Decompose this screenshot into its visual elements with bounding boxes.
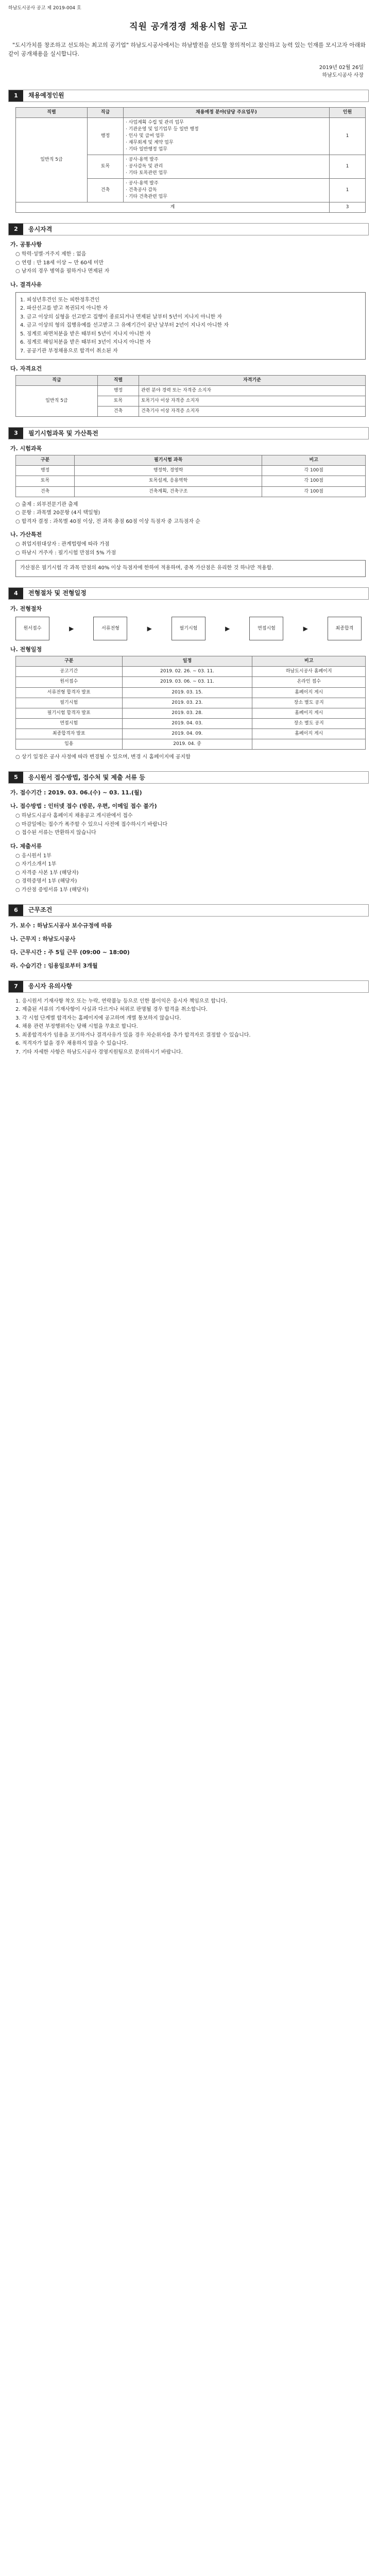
table-cell: 임용 (16, 739, 123, 749)
table-cell: 2019. 04. 중 (122, 739, 252, 749)
list-item: 7. 기타 자세한 사항은 하남도시공사 경영지원팀으로 문의하시기 바랍니다. (15, 1049, 183, 1055)
table-cell (252, 739, 366, 749)
arrow-right-icon: ▶ (225, 624, 230, 632)
table-cell: 서류전형 합격자 발표 (16, 687, 123, 698)
subsection-title: 가. 전형절차 (10, 605, 42, 612)
table-cell: 각 100점 (262, 466, 366, 476)
subsection-title: 가. 공통사항 (10, 241, 42, 248)
col-header: 비고 (262, 455, 366, 466)
list-item: 4. 금고 이상의 형의 집행유예를 선고받고 그 유예기간이 끝난 날부터 2년이 지나지 아니한 자 (20, 323, 229, 329)
table-row (16, 117, 366, 155)
section-title: 전형절차 및 전형일정 (28, 589, 87, 597)
table-row (16, 728, 366, 739)
table-cell: 온라인 접수 (252, 677, 366, 687)
table-cell: 2019. 04. 03. (122, 718, 252, 728)
section-header-recruit (8, 90, 369, 102)
list-item: ○ 학력·성별·거주지 제한 : 없음 (15, 251, 87, 258)
section-number: 4 (9, 588, 23, 599)
disqualification-box (15, 292, 366, 360)
section-title: 응시자격 (28, 225, 53, 233)
table-cell: · 사업계획 수립 및 관리 업무 · 기관운영 및 일기업무 등 일반 행정 · 인사 및 급여 업무 · 재무회계 및 계약 업무 · 기타 일반행정 업무 (123, 117, 329, 155)
col-header: 자격기준 (139, 376, 365, 386)
subsection-title: 다. 자격요건 (10, 365, 42, 372)
col-header: 직렬 (16, 107, 88, 117)
col-header: 일정 (122, 656, 252, 667)
arrow-right-icon: ▶ (69, 624, 74, 632)
flow-step: 원서접수 (15, 617, 49, 640)
table-cell: 공고기간 (16, 667, 123, 677)
list-item: 1. 응시원서 기재사항 착오 또는 누락, 연락불능 등으로 인한 불이익은 응시자 책임으로 합니다. (15, 998, 228, 1004)
subsection-title: 가. 접수기간 : 2019. 03. 06.(수) ~ 03. 11.(월) (10, 789, 142, 796)
table-row (16, 687, 366, 698)
flow-step: 면접시험 (249, 617, 283, 640)
exam-table (15, 455, 366, 497)
table-cell: 건축 (87, 179, 123, 202)
table-cell: 2019. 03. 28. (122, 708, 252, 718)
arrow-right-icon: ▶ (303, 624, 308, 632)
bonus-note: 가산점은 필기시험 각 과목 만점의 40% 이상 득점자에 한하여 적용하며, 중복 가산점은 유리한 것 하나만 적용함. (20, 565, 273, 571)
table-cell: 행정 (16, 466, 75, 476)
subsection-title: 나. 가산특전 (10, 531, 42, 538)
col-header: 구분 (16, 656, 123, 667)
section-header-qualification (8, 223, 369, 235)
col-header: 직렬 (97, 376, 139, 386)
list-item: ○ 남자의 경우 병역을 필하거나 면제된 자 (15, 268, 110, 275)
list-item: ○ 접수된 서류는 반환하지 않습니다 (15, 830, 96, 836)
table-cell: 토목 (16, 476, 75, 486)
section-header-schedule (8, 587, 369, 600)
list-item: ○ 상기 일정은 공사 사정에 따라 변경될 수 있으며, 변경 시 홈페이지에 공지함 (15, 754, 191, 760)
col-header: 필기시험 과목 (75, 455, 262, 466)
table-cell: 2019. 04. 09. (122, 728, 252, 739)
table-row-total (16, 202, 366, 213)
section-number: 6 (9, 905, 23, 916)
section-number: 7 (9, 981, 23, 992)
flow-step: 서류전형 (93, 617, 127, 640)
table-cell: 1 (329, 117, 365, 155)
section-title: 필기시험과목 및 가산특전 (28, 429, 98, 437)
list-item: 3. 각 시험 단계별 합격자는 홈페이지에 공고하며 개별 통보하지 않습니다. (15, 1015, 181, 1021)
table-cell: 장소 별도 공지 (252, 718, 366, 728)
schedule-table (15, 656, 366, 749)
table-cell: 토목기사 이상 자격증 소지자 (139, 396, 365, 406)
list-item: ○ 자격증 사본 1부 (해당자) (15, 870, 79, 876)
list-item: 2. 파산선고를 받고 복권되지 아니한 자 (20, 306, 108, 312)
table-cell: 필기시험 (16, 698, 123, 708)
table-cell: 일반직 5급 (16, 117, 88, 202)
table-cell: 하남도시공사 홈페이지 (252, 667, 366, 677)
issue-date: 2019년 02월 26일 (319, 64, 364, 71)
section-header-notice (8, 980, 369, 993)
section-header-work (8, 904, 369, 917)
list-item: ○ 마감일에는 접수가 폭주할 수 있으니 사전에 접수하시기 바랍니다 (15, 821, 167, 827)
requirement-table (15, 375, 366, 417)
exam-table-wrap (15, 455, 366, 497)
table-row (16, 466, 366, 476)
issuer-block (8, 64, 364, 79)
table-cell: 계 (16, 202, 330, 213)
col-header: 채용예정 분야(담당 주요업무) (123, 107, 329, 117)
table-cell: 행정 (87, 117, 123, 155)
col-header: 인원 (329, 107, 365, 117)
list-item: ○ 경력증명서 1부 (해당자) (15, 878, 77, 885)
table-cell: 홈페이지 게시 (252, 728, 366, 739)
list-item: 5. 징계로 파면처분을 받은 때부터 5년이 지나지 아니한 자 (20, 331, 151, 337)
table-row (16, 677, 366, 687)
list-item: 나. 근무지 : 하남도시공사 (10, 936, 76, 943)
recruit-table-wrap (15, 107, 366, 213)
table-cell: 건축계획, 건축구조 (75, 486, 262, 497)
table-cell: 행정 (97, 386, 139, 396)
list-item: 다. 근무시간 : 주 5일 근무 (09:00 ~ 18:00) (10, 948, 130, 956)
list-item: ○ 하남시 거주자 : 필기시험 만점의 5% 가점 (15, 550, 116, 556)
arrow-right-icon: ▶ (147, 624, 152, 632)
list-item: ○ 응시원서 1부 (15, 853, 52, 859)
table-cell: 홈페이지 게시 (252, 687, 366, 698)
announcement-page (8, 0, 369, 1073)
table-cell: 관련 분야 경력 또는 자격증 소지자 (139, 386, 365, 396)
list-item: ○ 취업지원대상자 : 관계법령에 따라 가점 (15, 541, 110, 547)
table-row (16, 698, 366, 708)
recruit-table (15, 107, 366, 213)
table-cell: 건축 (16, 486, 75, 497)
flow-step: 최종합격 (328, 617, 362, 640)
table-cell: 각 100점 (262, 486, 366, 497)
list-item: 6. 징계로 해임처분을 받은 때부터 3년이 지나지 아니한 자 (20, 340, 151, 346)
table-row (16, 486, 366, 497)
process-flow (15, 617, 362, 640)
subsection-title: 나. 결격사유 (10, 281, 42, 288)
section-title: 근무조건 (28, 906, 53, 914)
subsection-title: 나. 전형일정 (10, 646, 42, 653)
table-cell: 토목설계, 응용역학 (75, 476, 262, 486)
section-title: 응시원서 접수방법, 접수처 및 제출 서류 등 (28, 773, 145, 781)
list-item: ○ 가산점 증빙서류 1부 (해당자) (15, 887, 89, 893)
table-cell: 2019. 02. 26. ~ 03. 11. (122, 667, 252, 677)
issuer-name: 하남도시공사 사장 (322, 72, 364, 78)
list-item: ○ 출제 : 외부전문기관 출제 (15, 501, 78, 507)
table-cell: 원서접수 (16, 677, 123, 687)
table-cell: 토목 (87, 155, 123, 179)
section-header-exam (8, 427, 369, 439)
list-item: ○ 연령 : 만 18세 이상 ~ 만 60세 미만 (15, 260, 104, 266)
announcement-number: 하남도시공사 공고 제 2019-004 호 (8, 6, 81, 11)
col-header: 직급 (16, 376, 98, 386)
table-cell: 각 100점 (262, 476, 366, 486)
table-cell: 건축 (97, 406, 139, 417)
section-number: 5 (9, 772, 23, 783)
list-item: 3. 금고 이상의 실형을 선고받고 집행이 종료되거나 면제된 날부터 5년이 지나지 아니한 자 (20, 314, 222, 320)
table-cell: · 공사·용역 발주 · 건축공사 감독 · 기타 건축관련 업무 (123, 179, 329, 202)
table-cell: 홈페이지 게시 (252, 708, 366, 718)
list-item: 라. 수습기간 : 임용일로부터 3개월 (10, 962, 98, 969)
table-row (16, 708, 366, 718)
page-title: 직원 공개경쟁 채용시험 공고 (129, 22, 248, 32)
list-item: 5. 최종합격자가 임용을 포기하거나 결격사유가 있을 경우 차순위자를 추가 합격자로 결정할 수 있습니다. (15, 1032, 251, 1038)
table-row (16, 718, 366, 728)
table-row (16, 386, 366, 396)
table-cell: 건축기사 이상 자격증 소지자 (139, 406, 365, 417)
col-header: 직급 (87, 107, 123, 117)
table-cell: 장소 별도 공지 (252, 698, 366, 708)
table-cell: · 공사·용역 발주 · 공사감독 및 관리 · 기타 토목관련 업무 (123, 155, 329, 179)
table-cell: 1 (329, 155, 365, 179)
table-cell: 필기시험 합격자 발표 (16, 708, 123, 718)
section-number: 3 (9, 428, 23, 439)
table-cell: 3 (329, 202, 365, 213)
list-item: ○ 하남도시공사 홈페이지 채용공고 게시판에서 접수 (15, 813, 133, 819)
table-cell: 토목 (97, 396, 139, 406)
table-row (16, 667, 366, 677)
schedule-table-wrap (15, 656, 366, 749)
table-cell: 면접시험 (16, 718, 123, 728)
list-item: 7. 공공기관 부정채용으로 합격이 취소된 자 (20, 348, 118, 354)
list-item: 6. 적격자가 없을 경우 채용하지 않을 수 있습니다. (15, 1041, 128, 1047)
flow-step: 필기시험 (172, 617, 205, 640)
list-item: ○ 자기소개서 1부 (15, 861, 57, 868)
section-number: 2 (9, 224, 23, 235)
table-row (16, 739, 366, 749)
section-header-apply (8, 771, 369, 784)
list-item: 가. 보수 : 하남도시공사 보수규정에 따름 (10, 922, 112, 929)
subsection-title: 다. 제출서류 (10, 842, 42, 850)
bonus-note-box (15, 560, 366, 577)
table-cell: 2019. 03. 23. (122, 698, 252, 708)
list-item: ○ 문항 : 과목별 20문항 (4지 택일형) (15, 510, 100, 516)
table-cell: 2019. 03. 06. ~ 03. 11. (122, 677, 252, 687)
list-item: 2. 제출된 서류의 기재사항이 사실과 다르거나 허위로 판명될 경우 합격을 취소합니다. (15, 1007, 208, 1013)
table-cell: 2019. 03. 15. (122, 687, 252, 698)
col-header: 비고 (252, 656, 366, 667)
table-row (16, 476, 366, 486)
section-title: 응시자 유의사항 (28, 982, 73, 990)
section-title: 채용예정인원 (28, 92, 64, 99)
lead-text: "도시가치를 창조하고 선도하는 최고의 공기업" 하남도시공사에서는 하남발전을 선도할 창의적이고 참신하고 능력 있는 인재를 모시고자 아래와 같이 공개채용을 실시합니다. (8, 41, 366, 58)
subsection-title: 나. 접수방법 : 인터넷 접수 (방문, 우편, 이메일 접수 불가) (10, 803, 157, 810)
section-number: 1 (9, 90, 23, 101)
list-item: 1. 피성년후견인 또는 피한정후견인 (20, 297, 100, 303)
col-header: 구분 (16, 455, 75, 466)
subsection-title: 가. 시험과목 (10, 445, 42, 452)
list-item: ○ 합격자 결정 : 과목별 40점 이상, 전 과목 총점 60점 이상 득점자 중 고득점자 순 (15, 518, 200, 524)
list-item: 4. 채용 관련 부정행위자는 당해 시험을 무효로 합니다. (15, 1024, 138, 1030)
table-cell: 행정학, 경영학 (75, 466, 262, 476)
table-cell: 일반직 5급 (16, 386, 98, 417)
table-cell: 최종합격자 발표 (16, 728, 123, 739)
table-cell: 1 (329, 179, 365, 202)
requirement-table-wrap (15, 375, 366, 417)
